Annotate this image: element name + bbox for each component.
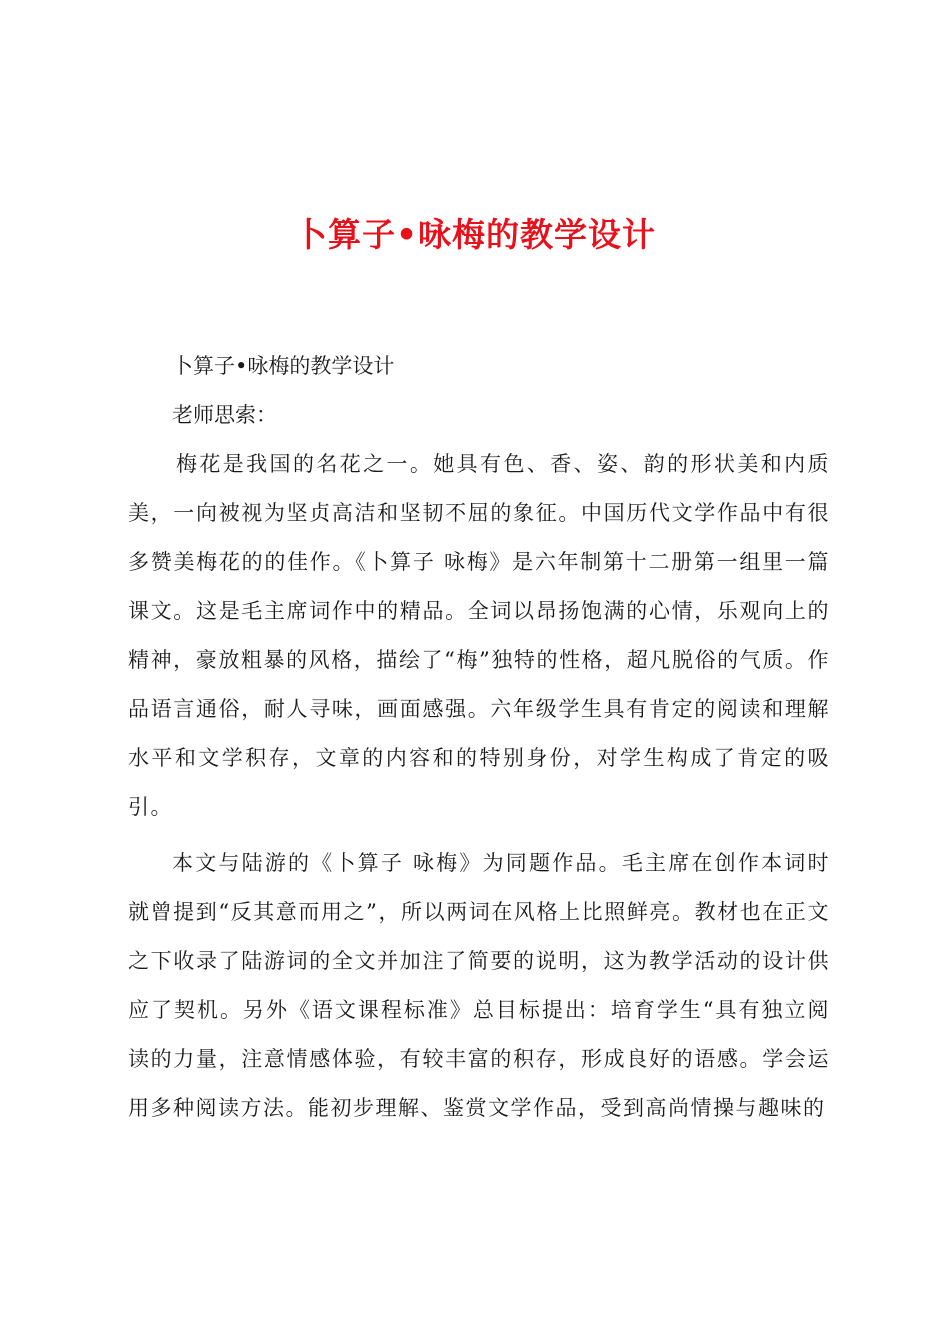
paragraph: 本文与陆游的《卜算子 咏梅》为同题作品。毛主席在创作本词时就曾提到“反其意而用之”，所以两词在风格上比照鲜亮。教材也在正文之下收录了陆游词的全文并加注了简要的说明，这为教学活动的设计供应了契机。另外《语文课程标准》总目标提出：培育学生“具有独立阅读的力量，注意情感体验，有较丰富的积存，形成良好的语感。学会运用多种阅读方法。能初步理解、鉴赏文学作品，受到高尚情操与趣味的	[128, 851, 830, 1120]
document-title: 卜算子•咏梅的教学设计	[293, 215, 657, 254]
section-heading: 老师思索：	[172, 403, 277, 427]
document-subtitle: 卜算子•咏梅的教学设计	[172, 354, 395, 378]
paragraph: 梅花是我国的名花之一。她具有色、香、姿、韵的形状美和内质美，一向被视为坚贞高洁和坚韧不屈的象征。中国历代文学作品中有很多赞美梅花的的佳作。《卜算子 咏梅》是六年制第十二册第一组里一篇课文。这是毛主席词作中的精品。全词以昂扬饱满的心情，乐观向上的精神，豪放粗暴的风格，描绘了“梅”独特的性格，超凡脱俗的气质。作品语言通俗，耐人寻味，画面感强。六年级学生具有肯定的阅读和理解水平和文学积存，文章的内容和的特别身份，对学生构成了肯定的吸引。	[128, 452, 830, 819]
